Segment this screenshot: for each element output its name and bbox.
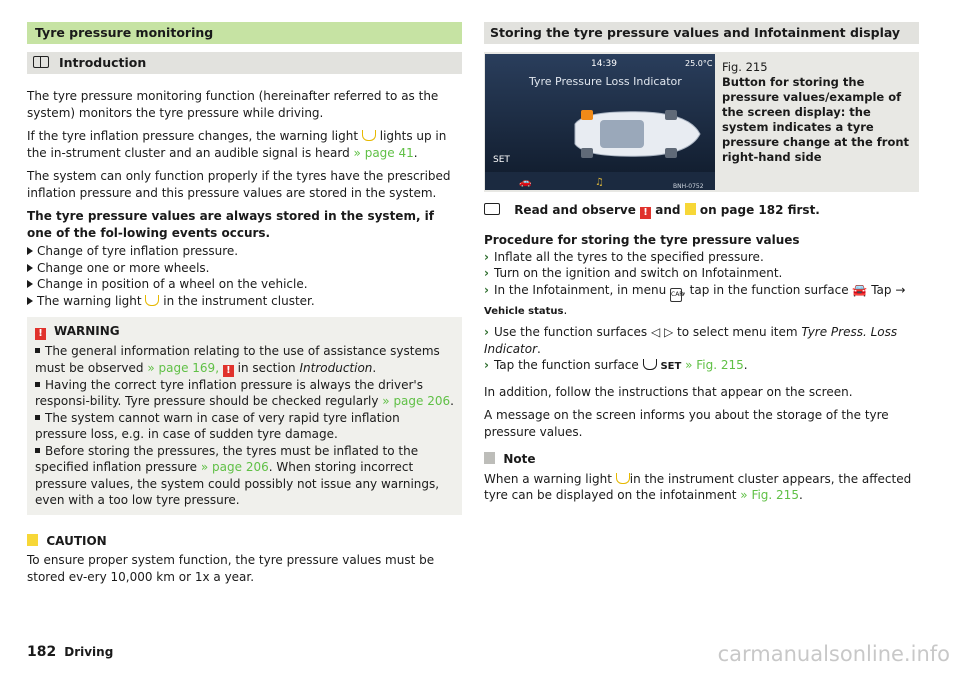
warning-item [35, 410, 454, 443]
warning-text: The general information relating to the use of assistance systems must be observed [35, 344, 440, 375]
figure-caption-block [722, 60, 912, 165]
p2-text-a: If the tyre inflation pressure changes, the warning light [27, 129, 359, 143]
figure-215 [484, 52, 919, 192]
event-text: The warning light [37, 293, 142, 308]
event-item [27, 293, 462, 310]
warning-header [35, 323, 454, 340]
warning-text: . When storing incorrect pressure values, the system could possibly not issue any warnings, even with a too low tyre pressure. [35, 460, 440, 507]
step-item: › Use the function surfaces ◁ ▷ to select menu item Tyre Press. Loss Indicator. [484, 325, 898, 356]
event-text: Change in position of a wheel on the vehicle. [37, 277, 308, 291]
warning-item: Having the correct tyre inflation pressure is always the driver's responsi-bility. Tyre pressure should be checked regularly » page 206. [35, 377, 454, 408]
book-icon [484, 203, 500, 215]
event-text: in the instrument cluster. [163, 293, 315, 308]
screen-set-button[interactable]: SET [493, 155, 510, 165]
event-item [27, 276, 462, 293]
fig-215-link[interactable]: » Fig. 215 [685, 358, 744, 372]
warning-icon: ! [35, 328, 46, 340]
warning-item [35, 443, 454, 509]
chevron-icon: › [484, 282, 489, 297]
event-text: Change of tyre inflation pressure. [37, 244, 239, 258]
left-column [27, 22, 462, 592]
additional-text: In addition, follow the instructions that appear on the screen. [484, 384, 853, 399]
warning-box [27, 317, 462, 515]
page-41-link[interactable]: » page 41 [353, 145, 414, 160]
right-section-title: Storing the tyre pressure values and Infotainment display [484, 22, 919, 44]
page-footer [27, 644, 113, 661]
event-item [27, 260, 462, 277]
warning-icon: ! [223, 365, 234, 377]
set-label[interactable]: SET [660, 361, 682, 372]
vehicle-status-label[interactable]: Vehicle status [484, 305, 564, 317]
car-top-view-icon [575, 110, 700, 158]
triangle-bullet-icon [27, 297, 33, 305]
page-169-link[interactable]: » page 169, [147, 360, 220, 375]
intro-header [27, 52, 462, 74]
warning-icon: ! [640, 207, 651, 219]
warning-title: WARNING [54, 324, 120, 338]
intro-title: Introduction [59, 55, 147, 70]
caution-icon [27, 534, 38, 546]
paragraph-4: The tyre pressure values are always stored in the system, if one of the fol-lowing events occurs. [27, 209, 435, 240]
triangle-bullet-icon [27, 264, 33, 272]
screen-time: 14:39 [591, 59, 617, 69]
note-title: Note [503, 452, 536, 466]
warning-text: Introduction [299, 360, 373, 375]
note-text: When a warning light in the instrument cluster appears, the affected tyre can be displayed on the infotainment » Fig. 215. [484, 471, 912, 502]
screen-car-icon[interactable]: 🚗 [519, 177, 532, 188]
read-text: Read and observe [514, 203, 636, 217]
screen-temp: 25.0°C [685, 59, 713, 68]
watermark: carmanualsonline.info [717, 642, 950, 666]
menu-item-name: Tyre Press. Loss Indicator [484, 325, 898, 356]
paragraph-3: The system can only function properly if the tyres have the prescribed inflation pressure and this pressure values are stored in the system. [27, 169, 451, 200]
caution-icon [685, 203, 696, 215]
caution-text: To ensure proper system function, the tyre pressure values must be stored ev-ery 10,000 km or 1x a year. [27, 553, 435, 584]
vehicle-icon[interactable]: 🚘 [852, 282, 868, 297]
p2-text-b: lights up in the in-strument cluster and an audible signal is heard [27, 129, 447, 160]
step-text: Tap the function surface [493, 358, 639, 372]
read-text: on page 182 first. [699, 203, 820, 217]
warning-text: The system cannot warn in case of very rapid tyre inflation pressure loss, e.g. in case of sudden tyre damage. [35, 410, 400, 441]
step-item [484, 249, 919, 266]
tpms-icon [643, 359, 657, 370]
event-list [27, 243, 462, 309]
event-item [27, 243, 462, 260]
tpms-warning-icon [362, 130, 376, 141]
step-text: In the Infotainment, in menu [493, 282, 667, 297]
figure-label: Fig. 215 [722, 60, 768, 74]
chevron-icon: › [484, 266, 489, 280]
step-text: Inflate all the tyres to the specified pressure. [493, 249, 764, 264]
right-column [484, 22, 919, 511]
step-text: Use the function surfaces ◁ ▷ to select menu item [493, 325, 798, 339]
caution-title: CAUTION [46, 533, 107, 548]
screen-title: Tyre Pressure Loss Indicator [529, 75, 682, 88]
read-observe-line [484, 202, 919, 219]
step-text: , tap in the function surface [682, 282, 849, 297]
tpms-warning-icon [616, 473, 630, 484]
step-item [484, 265, 919, 282]
note-icon [484, 452, 495, 464]
step-text: Tap → [871, 282, 906, 297]
page-206-link[interactable]: » page 206 [200, 460, 269, 474]
tpms-warning-icon [145, 295, 159, 306]
note-text-b: in the instrument cluster appears, the affected tyre can be displayed on the infotainment [484, 471, 912, 502]
triangle-bullet-icon [27, 280, 33, 288]
note-text-a: When a warning light [484, 471, 612, 486]
event-text: Change one or more wheels. [37, 260, 210, 275]
message-text: A message on the screen informs you about the storage of the tyre pressure values. [484, 408, 889, 439]
step-item: › Tap the function surface SET » Fig. 215. [484, 358, 748, 372]
caution-header [27, 533, 462, 550]
note-header [484, 451, 919, 468]
infotainment-screen [485, 54, 715, 190]
section-title: Tyre pressure monitoring [27, 22, 462, 44]
step-item: › In the Infotainment, in menu CAR, tap in the function surface 🚘 Tap → Vehicle status. [484, 282, 906, 317]
read-text: and [655, 203, 681, 217]
procedure-title: Procedure for storing the tyre pressure values [484, 233, 800, 247]
warning-item: The general information relating to the use of assistance systems must be observed » page 169, ! in section Introduction. [35, 344, 440, 376]
page-206-link[interactable]: » page 206 [382, 394, 451, 408]
triangle-bullet-icon [27, 247, 33, 255]
page-number: 182 [27, 644, 57, 660]
chevron-icon: › [484, 249, 489, 264]
warning-text: in section [237, 360, 296, 375]
warning-text: Having the correct tyre inflation pressure is always the driver's responsi-bility. Tyre pressure should be checked regularly [35, 377, 423, 408]
paragraph-1: The tyre pressure monitoring function (hereinafter referred to as the system) monitors the tyre pressure while driving. [27, 89, 439, 120]
fig-215-link[interactable]: » Fig. 215 [740, 488, 799, 502]
chapter-label: Driving [64, 645, 114, 659]
figure-caption: Button for storing the pressure values/example of the screen display: the system indicates a tyre pressure change at the front right-hand side [722, 75, 910, 164]
screen-code: BNH-0752 [673, 183, 704, 190]
book-icon [33, 56, 49, 68]
caution-block [27, 533, 462, 586]
screen-graphic [485, 54, 715, 190]
screen-music-icon[interactable]: ♫ [595, 177, 604, 188]
step-text: Turn on the ignition and switch on Infotainment. [493, 266, 783, 280]
paragraph-2: If the tyre inflation pressure changes, the warning light lights up in the in-strument cluster and an audible signal is heard » page 41. [27, 129, 447, 160]
chevron-icon: › [484, 325, 489, 339]
warning-text: Before storing the pressures, the tyres must be inflated to the specified inflation pressure [35, 443, 419, 474]
car-menu-icon[interactable]: CAR [670, 288, 682, 302]
chevron-icon: › [484, 358, 489, 372]
